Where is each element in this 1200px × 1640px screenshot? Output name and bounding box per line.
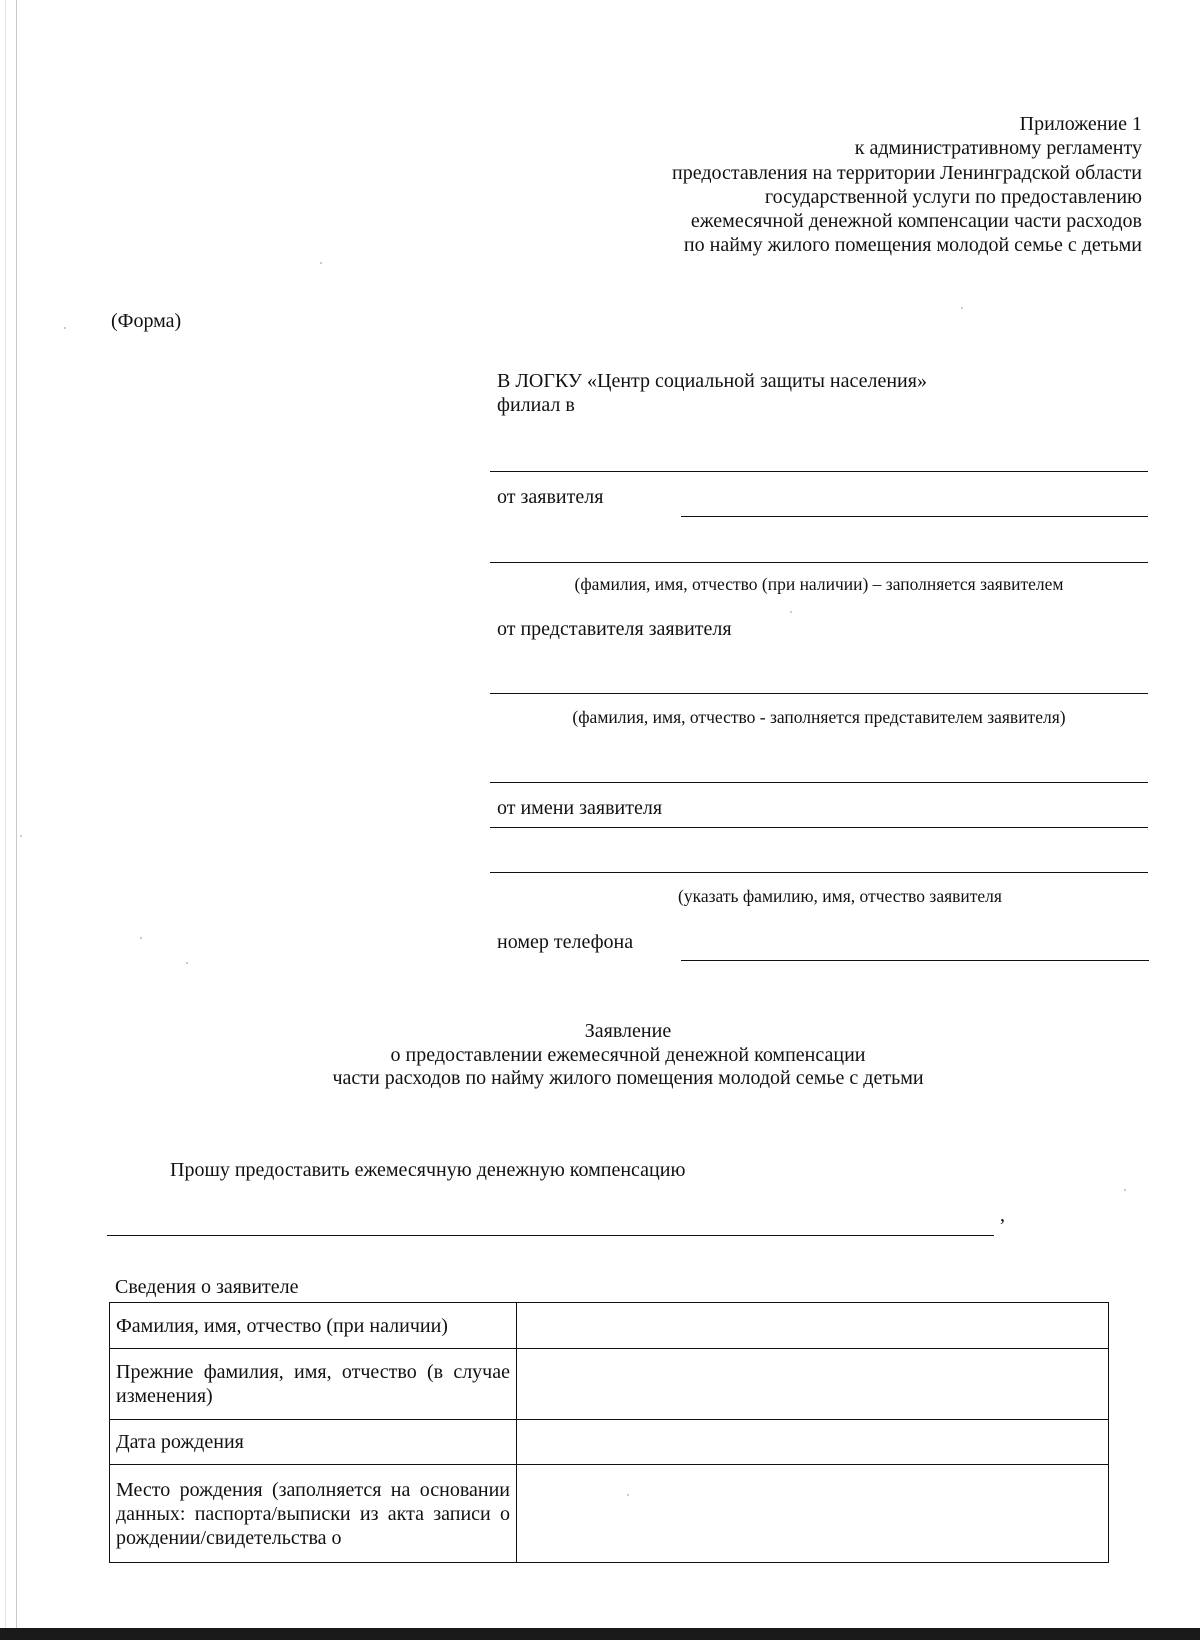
form-label: (Форма) [111,310,182,332]
table-row [110,1420,1109,1465]
scan-edge-bottom [0,1628,1200,1640]
row-value-cell[interactable] [517,1303,1109,1349]
recipient-branch: филиал в [497,394,575,416]
recipient-line: В ЛОГКУ «Центр социальной защиты населения» [497,370,927,392]
applicant-section-label: Сведения о заявителе [115,1276,299,1298]
row-value-cell[interactable] [517,1420,1109,1465]
appendix-line: государственной услуги по предоставлению [764,185,1142,208]
scan-speck [186,962,188,964]
phone-field-line[interactable] [681,960,1149,961]
appendix-line: к административному регламенту [854,137,1142,160]
appendix-line: Приложение 1 [1019,113,1142,135]
request-text: Прошу предоставить ежемесячную денежную компенсацию [170,1159,686,1181]
title-line: Заявление [584,1020,672,1042]
scan-speck [961,307,963,309]
title-line: части расходов по найму жилого помещения молодой семье с детьми [332,1067,924,1089]
scan-speck [790,611,792,613]
row-label: Фамилия, имя, отчество (при наличии) [110,1303,517,1349]
scan-speck [64,327,66,329]
scan-speck [1124,1189,1126,1191]
row-value-cell[interactable] [517,1465,1109,1563]
appendix-line: ежемесячной денежной компенсации части расходов [690,210,1142,233]
row-value-cell[interactable] [517,1349,1109,1420]
table-row [110,1465,1109,1563]
recipient-block [497,369,927,417]
table-row [110,1303,1109,1349]
appendix-line: предоставления на территории Ленинградской области [672,161,1142,184]
branch-field-line[interactable] [490,471,1148,472]
row-label: Место рождения (заполняется на основании данных: паспорта/выписки из акта записи о рождении/свидетельства о [110,1465,517,1563]
representative-field-line[interactable] [490,693,1148,694]
applicant-field-line[interactable] [681,516,1148,517]
scan-speck [20,835,22,837]
document-title [200,1020,1056,1091]
from-representative-label: от представителя заявителя [497,618,732,640]
row-label: Прежние фамилия, имя, отчество (в случае изменения) [110,1349,517,1420]
on-behalf-field-line[interactable] [490,827,1148,828]
appendix-header [542,112,1142,258]
applicant-field-line-2[interactable] [490,562,1148,563]
on-behalf-label: от имени заявителя [497,797,663,819]
request-field-line[interactable] [107,1235,994,1236]
from-applicant-label: от заявителя [497,486,604,508]
applicant-info-table [109,1302,1109,1563]
appendix-line: по найму жилого помещения молодой семье с детьми [683,234,1142,257]
row-label: Дата рождения [110,1420,517,1465]
on-behalf-field-line-2[interactable] [490,872,1148,873]
on-behalf-hint: (указать фамилию, имя, отчество заявителя [678,886,1002,906]
table-row [110,1349,1109,1420]
representative-field-line-2[interactable] [490,782,1148,783]
scan-speck [320,262,322,264]
scan-edge [5,0,6,1640]
request-comma: , [1000,1204,1005,1226]
phone-label: номер телефона [497,931,634,953]
title-line: о предоставлении ежемесячной денежной компенсации [390,1043,866,1066]
scan-speck [140,937,142,939]
applicant-hint: (фамилия, имя, отчество (при наличии) – заполняется заявителем [574,574,1064,594]
representative-hint: (фамилия, имя, отчество - заполняется представителем заявителя) [572,707,1066,727]
scan-speck [627,1494,629,1496]
scan-edge [16,0,17,1640]
